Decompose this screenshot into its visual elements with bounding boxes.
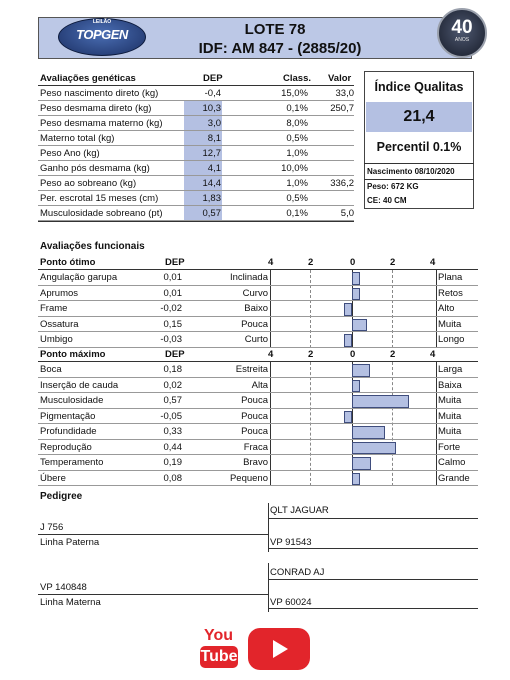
- dep-bar: [344, 411, 352, 424]
- table-row: [38, 161, 354, 176]
- table-row: [38, 206, 354, 221]
- cell-label: Peso desmama materno (kg): [40, 118, 163, 129]
- section-header-otimo: Ponto ótimo: [40, 257, 96, 268]
- cell-valor: 250,7: [330, 103, 354, 114]
- maternal-granddam: VP 60024: [270, 597, 312, 608]
- qualitas-value: 21,4: [403, 108, 435, 125]
- cell-label: Materno total (kg): [40, 133, 115, 144]
- cell-label: Peso ao sobreano (kg): [40, 178, 137, 189]
- trait-dep: 0,33: [163, 426, 182, 437]
- chart-edge-line: [270, 270, 271, 348]
- divider: [364, 179, 474, 180]
- zero-line: [352, 362, 353, 486]
- dep-bar: [352, 473, 360, 486]
- trait-label: Ossatura: [40, 318, 79, 330]
- trait-right-label: Muita: [438, 318, 462, 330]
- trait-right-label: Plana: [438, 272, 463, 283]
- qualitas-percentil: Percentil 0.1%: [376, 140, 462, 154]
- trait-left-label: Pouca: [241, 395, 268, 406]
- divider: [268, 563, 269, 598]
- scale-label: 2: [308, 257, 314, 268]
- trait-left-label: Pouca: [241, 426, 268, 437]
- table-row: [38, 116, 354, 131]
- table-row: [38, 86, 354, 101]
- divider: [38, 594, 268, 595]
- cell-class: 8,0%: [286, 118, 308, 129]
- cell-dep: 12,7: [202, 148, 221, 159]
- dam-name: VP 140848: [40, 582, 87, 593]
- row-divider: [38, 439, 478, 440]
- cell-label: Ganho pós desmama (kg): [40, 163, 150, 174]
- chart-edge-line: [436, 362, 437, 486]
- cell-label: Peso nascimento direto (kg): [40, 88, 159, 99]
- trait-left-label: Pouca: [241, 318, 268, 330]
- grid-line: [310, 362, 311, 486]
- trait-label: Profundidade: [40, 426, 97, 437]
- youtube-wordmark-tube[interactable]: Tube: [200, 646, 238, 668]
- divider: [364, 163, 474, 164]
- trait-right-label: Larga: [438, 364, 463, 375]
- paternal-line-label: Linha Paterna: [40, 537, 100, 548]
- trait-dep: 0,08: [163, 472, 182, 484]
- trait-right-label: Calmo: [438, 457, 466, 468]
- dep-bar: [344, 334, 352, 347]
- trait-dep: 0,18: [163, 364, 182, 375]
- cell-label: Per. escrotal 15 meses (cm): [40, 193, 159, 204]
- dep-bar: [352, 395, 409, 408]
- dep-bar: [352, 426, 385, 439]
- trait-left-label: Pequeno: [229, 472, 268, 484]
- trait-dep: 0,19: [163, 457, 182, 468]
- dep-bar: [352, 380, 360, 393]
- column-header-valor: Valor: [328, 73, 352, 84]
- section-header-maximo: Ponto máximo: [40, 349, 106, 360]
- dep-bar: [352, 457, 371, 470]
- trait-label: Reprodução: [40, 441, 92, 453]
- seal-number: 40: [451, 17, 473, 38]
- row-divider: [38, 485, 478, 486]
- trait-dep: 0,01: [163, 272, 182, 283]
- weight: Peso: 672 KG: [367, 182, 419, 191]
- genetic-evaluations-table: [38, 71, 354, 226]
- trait-label: Boca: [40, 364, 62, 375]
- row-divider: [38, 454, 478, 455]
- table-row: [38, 131, 354, 146]
- grid-line: [392, 362, 393, 486]
- zero-line: [352, 270, 353, 348]
- row-divider: [38, 285, 478, 286]
- maternal-line-label: Linha Materna: [40, 597, 101, 608]
- scale-label: 4: [430, 349, 436, 360]
- scale-label: 2: [390, 257, 396, 268]
- paternal-grandsire: QLT JAGUAR: [270, 505, 329, 516]
- trait-label: Musculosidade: [40, 395, 104, 406]
- section-divider: [38, 269, 478, 270]
- divider: [268, 608, 478, 609]
- scrotal-circumference: CE: 40 CM: [367, 196, 407, 205]
- qualitas-title: Índice Qualitas: [374, 80, 464, 94]
- cell-dep: 4,1: [207, 163, 221, 174]
- trait-label: Umbigo: [40, 334, 73, 345]
- scale-label: 0: [350, 257, 356, 268]
- dep-header-otimo: DEP: [165, 257, 185, 268]
- scale-label: 0: [350, 349, 356, 360]
- scale-label: 4: [268, 257, 274, 268]
- divider: [38, 534, 268, 535]
- divider: [268, 548, 478, 549]
- row-divider: [38, 408, 478, 409]
- column-header-dep: DEP: [203, 73, 223, 84]
- dep-header-maximo: DEP: [165, 349, 185, 360]
- functional-title: Avaliações funcionais: [40, 241, 145, 252]
- divider: [268, 503, 269, 538]
- trait-dep: 0,44: [163, 441, 182, 453]
- trait-left-label: Estreita: [235, 364, 268, 375]
- grid-line: [310, 270, 311, 348]
- cell-dep: 1,83: [202, 193, 221, 204]
- scale-label: 2: [390, 349, 396, 360]
- trait-left-label: Curvo: [242, 287, 268, 299]
- trait-dep: 0,57: [163, 395, 182, 406]
- grid-line: [392, 270, 393, 348]
- paternal-granddam: VP 91543: [270, 537, 312, 548]
- lot-idf: IDF: AM 847 - (2885/20): [198, 40, 362, 57]
- trait-left-label: Curto: [244, 334, 268, 345]
- dep-bar: [352, 442, 396, 455]
- trait-left-label: Baixo: [244, 303, 268, 314]
- cell-valor: 33,0: [335, 88, 354, 99]
- column-header-label: Avaliações genéticas: [40, 73, 136, 84]
- scale-label: 2: [308, 349, 314, 360]
- trait-label: Pigmentação: [40, 410, 96, 422]
- dep-bar: [352, 272, 360, 285]
- trait-label: Úbere: [40, 472, 66, 484]
- row-divider: [38, 316, 478, 317]
- trait-dep: 0,01: [163, 287, 182, 299]
- logo-brand-text: TOPGEN: [76, 27, 128, 42]
- cell-class: 10,0%: [281, 163, 308, 174]
- cell-dep: 8,1: [207, 133, 221, 144]
- trait-left-label: Fraca: [243, 441, 268, 453]
- cell-dep: 0,57: [202, 208, 221, 219]
- cell-label: Peso Ano (kg): [40, 148, 100, 159]
- lot-title: LOTE 78: [244, 21, 306, 38]
- logo-leilao-text: LEILÃO: [92, 19, 112, 25]
- trait-left-label: Pouca: [241, 410, 268, 422]
- dep-bar: [352, 364, 370, 377]
- cell-valor: 5,0: [340, 208, 354, 219]
- table-row: [38, 191, 354, 206]
- youtube-play-icon[interactable]: [248, 628, 310, 670]
- dep-bar: [352, 288, 360, 301]
- cell-class: 0,5%: [286, 133, 308, 144]
- trait-right-label: Grande: [438, 472, 470, 484]
- trait-dep: -0,05: [160, 410, 182, 422]
- trait-dep: 0,02: [163, 379, 182, 391]
- cell-class: 0,5%: [286, 193, 308, 204]
- table-row: [38, 176, 354, 191]
- cell-class: 15,0%: [281, 88, 308, 99]
- cell-class: 1,0%: [286, 148, 308, 159]
- trait-dep: -0,02: [160, 303, 182, 314]
- trait-right-label: Retos: [438, 287, 463, 299]
- table-header-row: [38, 71, 354, 86]
- cell-label: Musculosidade sobreano (pt): [40, 208, 163, 219]
- row-divider: [38, 300, 478, 301]
- trait-right-label: Forte: [438, 441, 461, 453]
- youtube-wordmark-you[interactable]: You: [204, 627, 234, 644]
- trait-label: Aprumos: [40, 287, 79, 299]
- cell-label: Peso desmama direto (kg): [40, 103, 152, 114]
- row-divider: [38, 423, 478, 424]
- trait-label: Inserção de cauda: [40, 379, 119, 391]
- seal-text: ANOS: [454, 37, 470, 43]
- row-divider: [38, 470, 478, 471]
- divider: [268, 534, 269, 552]
- sire-name: J 756: [40, 522, 64, 533]
- row-divider: [38, 377, 478, 378]
- cell-class: 0,1%: [286, 208, 308, 219]
- trait-right-label: Alto: [438, 303, 455, 314]
- table-row: [38, 101, 354, 116]
- dep-bar: [352, 319, 367, 332]
- divider: [268, 594, 269, 612]
- row-divider: [38, 331, 478, 332]
- cell-valor: 336,2: [330, 178, 354, 189]
- column-header-class: Class.: [283, 73, 311, 84]
- dep-bar: [344, 303, 352, 316]
- section-divider: [38, 361, 478, 362]
- trait-left-label: Inclinada: [229, 272, 268, 283]
- divider: [268, 518, 478, 519]
- trait-label: Frame: [40, 303, 68, 314]
- chart-edge-line: [270, 362, 271, 486]
- cell-dep: 10,3: [202, 103, 221, 114]
- trait-left-label: Alta: [251, 379, 268, 391]
- divider: [268, 579, 478, 580]
- maternal-grandsire: CONRAD AJ: [270, 567, 325, 578]
- chart-edge-line: [436, 270, 437, 348]
- trait-label: Temperamento: [40, 457, 104, 468]
- trait-right-label: Baixa: [438, 379, 462, 391]
- trait-dep: 0,15: [163, 318, 182, 330]
- scale-label: 4: [430, 257, 436, 268]
- pedigree-title: Pedigree: [40, 491, 83, 502]
- scale-label: 4: [268, 349, 274, 360]
- divider: [38, 221, 354, 222]
- trait-right-label: Longo: [438, 334, 465, 345]
- trait-right-label: Muita: [438, 410, 462, 422]
- cell-class: 0,1%: [286, 103, 308, 114]
- trait-right-label: Muita: [438, 395, 462, 406]
- trait-right-label: Muita: [438, 426, 462, 437]
- cell-dep: 14,4: [202, 178, 221, 189]
- row-divider: [38, 392, 478, 393]
- cell-dep: 3,0: [207, 118, 221, 129]
- play-triangle-icon: [248, 628, 310, 670]
- trait-left-label: Bravo: [243, 457, 268, 468]
- birth-date: Nascimento 08/10/2020: [367, 167, 455, 176]
- trait-dep: -0,03: [160, 334, 182, 345]
- table-row: [38, 146, 354, 161]
- trait-label: Angulação garupa: [40, 272, 118, 283]
- cell-class: 1,0%: [286, 178, 308, 189]
- row-divider: [38, 347, 478, 348]
- cell-dep: -0,4: [204, 88, 221, 99]
